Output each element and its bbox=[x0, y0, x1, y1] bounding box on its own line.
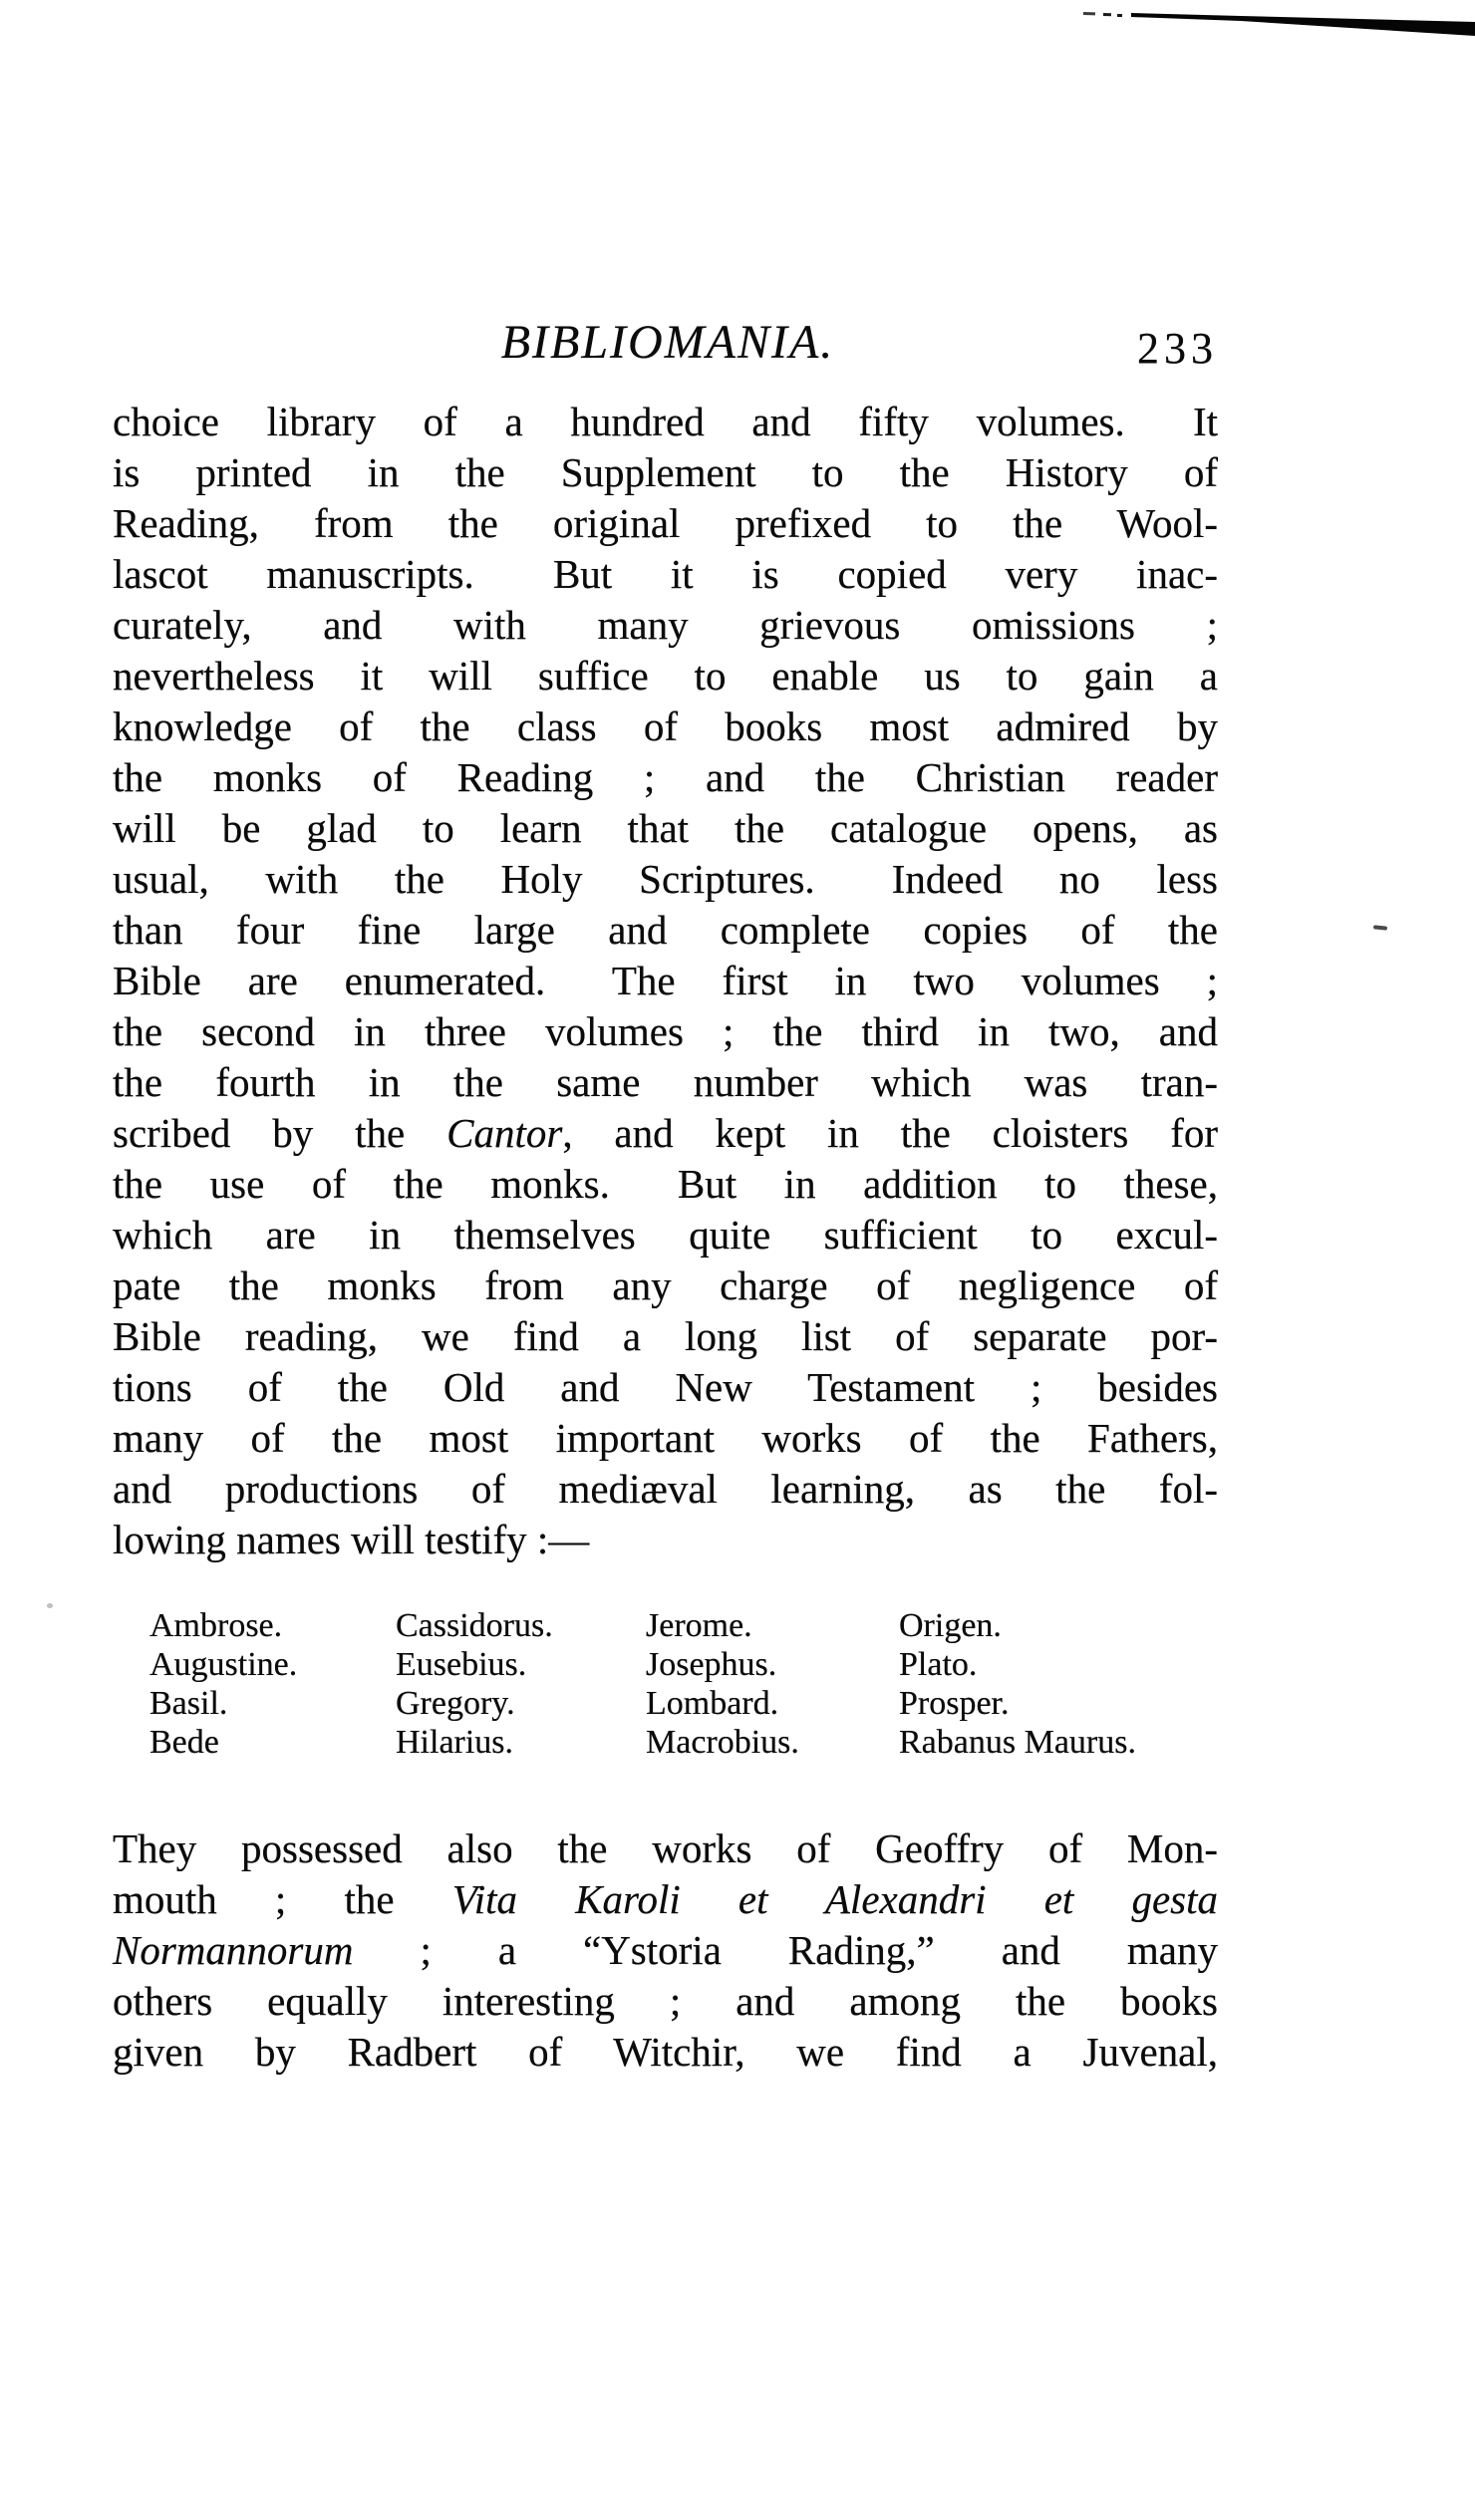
text-line: Bible are enumerated. The first in two volumes ; bbox=[113, 958, 1218, 1003]
author-name: Gregory. bbox=[396, 1685, 515, 1722]
text-line: nevertheless it will suffice to enable us to gain a bbox=[113, 653, 1218, 699]
text-segment: ; a “Ystoria Rading,” and many bbox=[353, 1927, 1218, 1973]
text-line: is printed in the Supplement to the History of bbox=[113, 449, 1218, 495]
text-line-with-italic bbox=[113, 1108, 1218, 1159]
text-line: lowing names will testify :— bbox=[113, 1517, 590, 1562]
text-line: will be glad to learn that the catalogue opens, as bbox=[113, 805, 1218, 851]
author-name: Rabanus Maurus. bbox=[899, 1724, 1136, 1761]
text-line: the second in three volumes ; the third in two, and bbox=[113, 1008, 1218, 1054]
text-segment: , and kept in the cloisters for bbox=[562, 1110, 1218, 1156]
author-name: Eusebius. bbox=[396, 1646, 527, 1683]
author-name: Hilarius. bbox=[396, 1724, 514, 1761]
scan-artifact-top-line bbox=[1081, 4, 1475, 44]
text-line: They possessed also the works of Geoffry of Mon- bbox=[113, 1825, 1218, 1871]
text-line: than four fine large and complete copies of the bbox=[113, 907, 1218, 953]
author-name: Basil. bbox=[149, 1685, 228, 1722]
author-name: Prosper. bbox=[899, 1685, 1010, 1722]
author-name: Ambrose. bbox=[149, 1607, 283, 1644]
text-line: knowledge of the class of books most admired by bbox=[113, 703, 1218, 749]
text-line: and productions of mediæval learning, as the fol- bbox=[113, 1466, 1218, 1512]
text-line: Reading, from the original prefixed to the Wool- bbox=[113, 500, 1218, 546]
author-name: Macrobius. bbox=[646, 1724, 799, 1761]
name-row bbox=[113, 1684, 1218, 1723]
text-line: usual, with the Holy Scriptures. Indeed no less bbox=[113, 856, 1218, 902]
text-line-with-italic bbox=[113, 1925, 1218, 1976]
author-name: Cassidorus. bbox=[396, 1607, 553, 1644]
name-row bbox=[113, 1645, 1218, 1684]
text-line: others equally interesting ; and among the books bbox=[113, 1978, 1218, 2024]
author-name-list bbox=[113, 1606, 1218, 1762]
italic-text-vita-karoli: Vita Karoli et Alexandri et gesta bbox=[451, 1876, 1219, 1922]
name-row bbox=[113, 1606, 1218, 1645]
text-line: given by Radbert of Witchir, we find a Juvenal, bbox=[113, 2029, 1218, 2075]
italic-text-normannorum: Normannorum bbox=[113, 1927, 354, 1973]
author-name: Origen. bbox=[899, 1607, 1002, 1644]
text-line: which are in themselves quite sufficient to excul- bbox=[113, 1212, 1218, 1258]
text-line: pate the monks from any charge of negligence of bbox=[113, 1262, 1218, 1308]
italic-text-cantor: Cantor bbox=[446, 1110, 563, 1156]
text-line: the use of the monks. But in addition to these, bbox=[113, 1161, 1218, 1207]
author-name: Lombard. bbox=[646, 1685, 779, 1722]
text-segment: scribed by the bbox=[113, 1110, 447, 1156]
text-segment: mouth ; the bbox=[113, 1876, 452, 1922]
author-name: Jerome. bbox=[646, 1607, 752, 1644]
scan-artifact-speck bbox=[1373, 925, 1387, 930]
paragraph-two bbox=[113, 1823, 1218, 2078]
text-line: many of the most important works of the Fathers, bbox=[113, 1415, 1218, 1461]
text-line-with-italic bbox=[113, 1874, 1218, 1925]
text-line: lascot manuscripts. But it is copied very inac- bbox=[113, 551, 1218, 597]
scan-artifact-speck bbox=[47, 1603, 53, 1608]
author-name: Augustine. bbox=[149, 1646, 298, 1683]
page-number: 233 bbox=[1137, 324, 1218, 373]
text-line: curately, and with many grievous omissions ; bbox=[113, 602, 1218, 648]
author-name: Josephus. bbox=[646, 1646, 777, 1683]
text-line: tions of the Old and New Testament ; besides bbox=[113, 1364, 1218, 1410]
text-line: the fourth in the same number which was tran- bbox=[113, 1059, 1218, 1105]
author-name: Bede bbox=[149, 1724, 219, 1761]
text-line: the monks of Reading ; and the Christian reader bbox=[113, 754, 1218, 800]
text-line: choice library of a hundred and fifty volumes. It bbox=[113, 399, 1218, 444]
text-line: Bible reading, we find a long list of separate por- bbox=[113, 1313, 1218, 1359]
name-row bbox=[113, 1723, 1218, 1762]
paragraph-one bbox=[113, 397, 1218, 1565]
author-name: Plato. bbox=[899, 1646, 978, 1683]
running-title: BIBLIOMANIA. bbox=[500, 316, 835, 369]
